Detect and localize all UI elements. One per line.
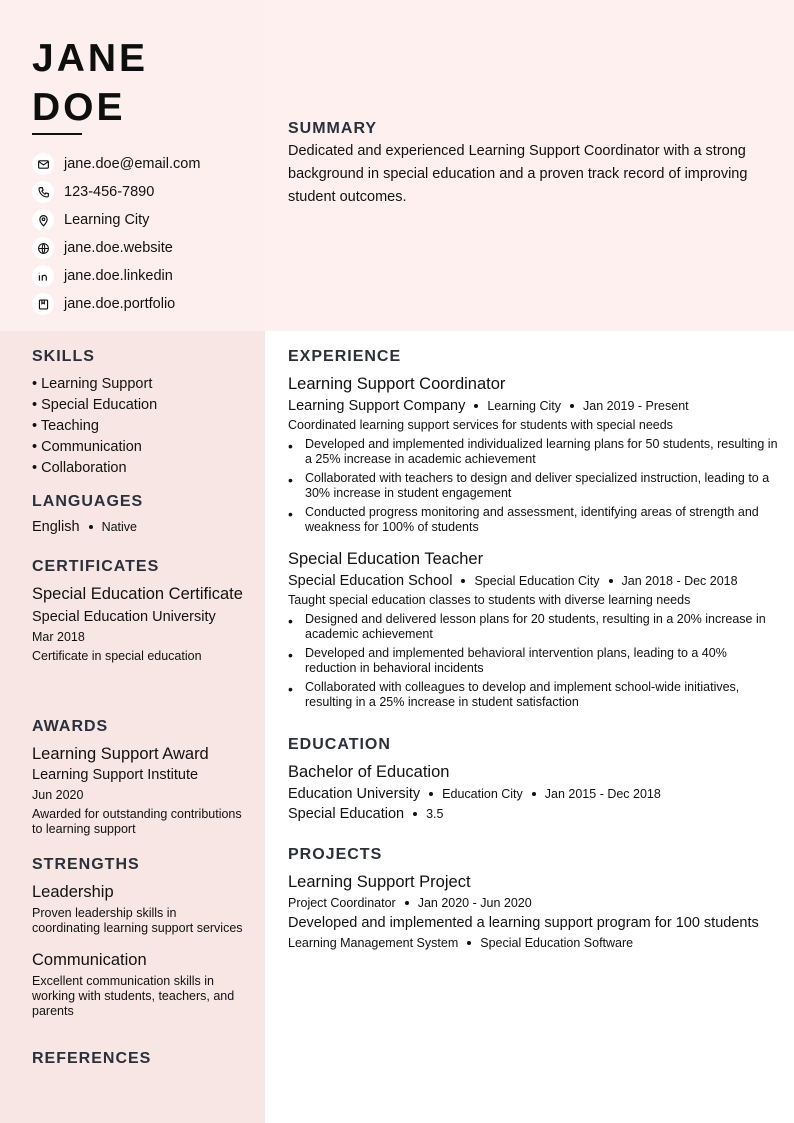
contact-email-text: jane.doe@email.com: [64, 156, 201, 172]
certificate-org: Special Education University: [32, 609, 216, 625]
strengths-section: [32, 856, 247, 1019]
references-title: REFERENCES: [32, 1050, 152, 1067]
job-dates: Jan 2019 - Present: [583, 399, 689, 413]
education-field: Special Education: [288, 806, 405, 822]
education-dates: Jan 2015 - Dec 2018: [544, 787, 661, 801]
job-bullet: • Collaborated with teachers to design and deliver specialized instruction, leading to a 30% increase in student engagement: [288, 471, 770, 500]
projects-title: PROJECTS: [288, 846, 383, 863]
separator-dot: [89, 525, 93, 529]
skills-section: [32, 348, 247, 479]
contact-website-text: jane.doe.website: [64, 240, 173, 256]
skill-item: • Learning Support: [32, 376, 153, 392]
skills-list: [32, 374, 247, 479]
contact-list: [32, 150, 200, 318]
separator-dot: [405, 901, 409, 905]
job-dates: Jan 2018 - Dec 2018: [621, 574, 738, 588]
project-tool: Special Education Software: [480, 936, 634, 950]
location-icon: [32, 209, 54, 231]
language-item: [32, 519, 247, 535]
strength-desc: Proven leadership skills in coordinating learning support services: [32, 906, 243, 935]
awards-title: AWARDS: [32, 718, 109, 735]
skill-item: • Collaboration: [32, 460, 127, 476]
skills-title: SKILLS: [32, 348, 95, 365]
job-title: Special Education Teacher: [288, 550, 484, 568]
job-description: Taught special education classes to students with diverse learning needs: [288, 593, 691, 607]
skill-item: • Communication: [32, 439, 142, 455]
award-org: Learning Support Institute: [32, 767, 199, 783]
language-name: English: [32, 519, 80, 535]
education-location: Education City: [442, 787, 523, 801]
references-section: [32, 1050, 247, 1076]
job-bullet: • Developed and implemented individualized learning plans for 50 students, resulting in a 25% increase in academic achievement: [288, 437, 778, 466]
education-field-row: [288, 806, 778, 822]
name-divider: [32, 133, 82, 135]
contact-linkedin[interactable]: [32, 262, 200, 290]
education-section: [288, 736, 778, 822]
education-degree: Bachelor of Education: [288, 763, 450, 781]
job-location: Special Education City: [474, 574, 600, 588]
award-date: Jun 2020: [32, 788, 84, 802]
candidate-name: [32, 34, 148, 132]
award-desc: Awarded for outstanding contributions to learning support: [32, 807, 242, 836]
skill-item: • Teaching: [32, 418, 99, 434]
job-bullets: [288, 612, 778, 710]
project-name: Learning Support Project: [288, 873, 471, 891]
contact-location: [32, 206, 200, 234]
project-meta: [288, 896, 778, 910]
name-last: DOE: [32, 86, 126, 129]
portfolio-icon: [32, 293, 54, 315]
globe-icon: [32, 237, 54, 259]
separator-dot: [570, 404, 574, 408]
contact-phone[interactable]: [32, 178, 200, 206]
experience-section: [288, 348, 778, 714]
project-tools: [288, 936, 778, 950]
education-title: EDUCATION: [288, 736, 391, 753]
job-bullets: [288, 437, 778, 535]
strength-desc: Excellent communication skills in working with students, teachers, and parents: [32, 974, 235, 1018]
award-name: Learning Support Award: [32, 745, 209, 763]
project-tool: Learning Management System: [288, 936, 459, 950]
job-company: Special Education School: [288, 573, 453, 589]
job-bullet: • Developed and implemented behavioral intervention plans, leading to a 40% reduction in behavioral incidents: [288, 646, 727, 675]
job-entry: [288, 549, 778, 710]
job-entry: [288, 374, 778, 535]
summary-text: Dedicated and experienced Learning Support Coordinator with a strong background in special education and a proven track record of improving student outcomes.: [288, 143, 748, 205]
separator-dot: [429, 792, 433, 796]
projects-section: [288, 846, 778, 950]
awards-section: [32, 718, 247, 837]
job-bullet: • Designed and delivered lesson plans for 20 students, resulting in a 20% increase in academic achievement: [288, 612, 766, 641]
languages-section: [32, 493, 247, 535]
contact-portfolio-text: jane.doe.portfolio: [64, 296, 176, 312]
skill-item: • Special Education: [32, 397, 158, 413]
education-meta: [288, 786, 778, 802]
education-gpa: 3.5: [426, 807, 444, 821]
certificates-section: [32, 558, 247, 664]
job-title: Learning Support Coordinator: [288, 375, 506, 393]
contact-location-text: Learning City: [64, 212, 150, 228]
separator-dot: [413, 812, 417, 816]
job-meta: [288, 398, 778, 414]
language-level: Native: [101, 520, 137, 534]
linkedin-icon: [32, 265, 54, 287]
certificate-date: Mar 2018: [32, 630, 85, 644]
separator-dot: [474, 404, 478, 408]
project-description: Developed and implemented a learning support program for 100 students: [288, 915, 759, 931]
contact-linkedin-text: jane.doe.linkedin: [64, 268, 173, 284]
separator-dot: [609, 579, 613, 583]
job-bullet: • Collaborated with colleagues to develop and implement school-wide initiatives, resulting in a 25% increase in student satisfaction: [288, 680, 740, 709]
contact-portfolio[interactable]: [32, 290, 200, 318]
job-description: Coordinated learning support services for students with special needs: [288, 418, 673, 432]
separator-dot: [467, 941, 471, 945]
certificates-title: CERTIFICATES: [32, 558, 160, 575]
contact-website[interactable]: [32, 234, 200, 262]
languages-title: LANGUAGES: [32, 493, 144, 510]
project-role: Project Coordinator: [288, 896, 396, 910]
job-company: Learning Support Company: [288, 398, 466, 414]
name-first: JANE: [32, 37, 149, 80]
contact-email[interactable]: [32, 150, 200, 178]
summary-title: SUMMARY: [288, 120, 378, 137]
certificate-desc: Certificate in special education: [32, 649, 202, 663]
strength-name: Leadership: [32, 883, 114, 901]
phone-icon: [32, 181, 54, 203]
job-bullet: • Conducted progress monitoring and assessment, identifying areas of strength and weakness for 100% of students: [288, 505, 759, 534]
separator-dot: [532, 792, 536, 796]
mail-icon: [32, 153, 54, 175]
summary-section: [288, 120, 778, 209]
education-school: Education University: [288, 786, 421, 802]
job-meta: [288, 573, 778, 589]
strengths-title: STRENGTHS: [32, 856, 140, 873]
project-dates: Jan 2020 - Jun 2020: [417, 896, 532, 910]
strength-name: Communication: [32, 951, 147, 969]
separator-dot: [461, 579, 465, 583]
contact-phone-text: 123-456-7890: [64, 184, 155, 200]
certificate-name: Special Education Certificate: [32, 585, 243, 603]
experience-title: EXPERIENCE: [288, 348, 402, 365]
job-location: Learning City: [487, 399, 561, 413]
